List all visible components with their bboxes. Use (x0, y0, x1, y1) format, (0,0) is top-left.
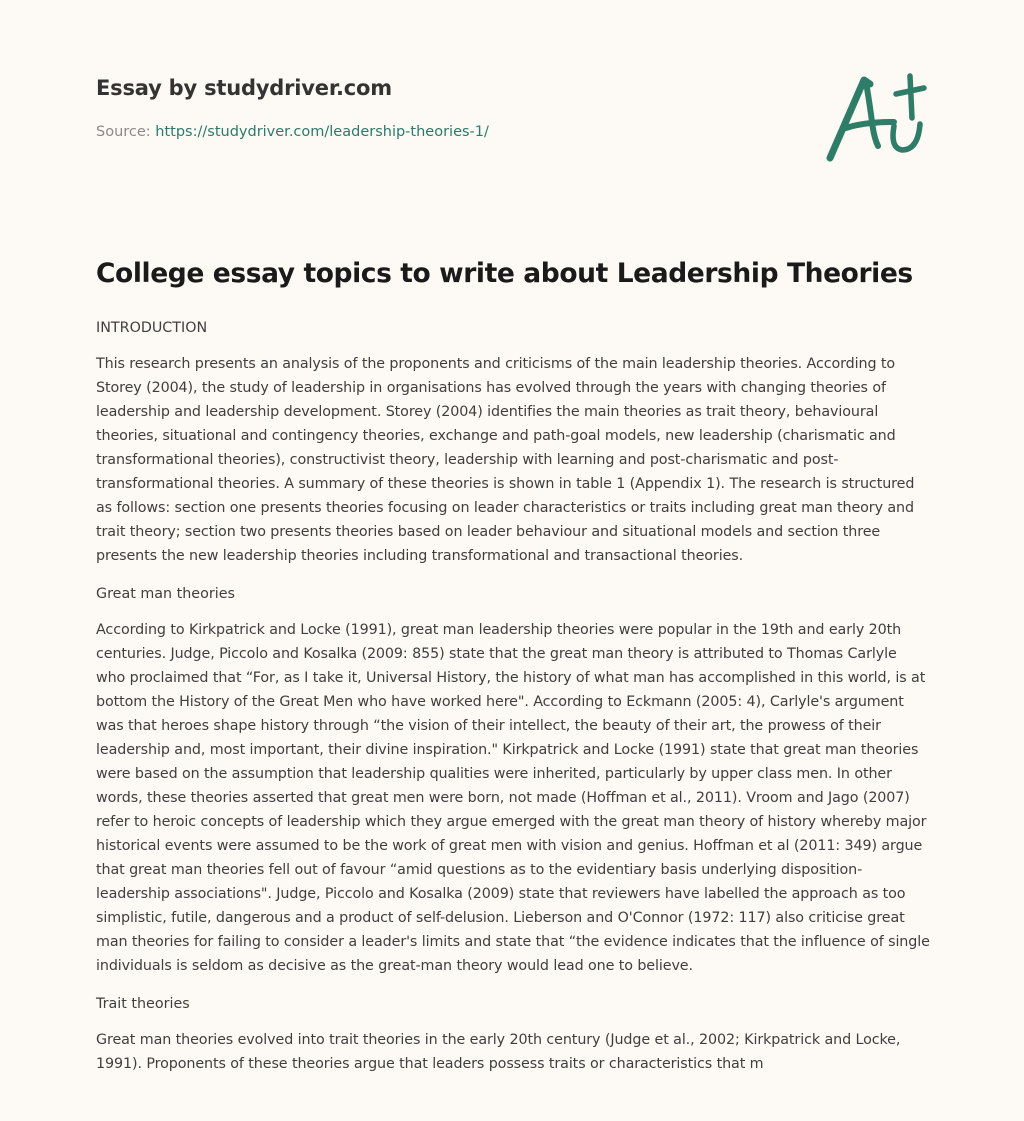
article-title: College essay topics to write about Leadership Theories (96, 258, 913, 289)
section-heading: Great man theories (96, 586, 235, 602)
page-header (96, 0, 936, 200)
source-link[interactable]: https://studydriver.com/leadership-theories-1/ (155, 124, 489, 140)
section-great-man-theories (96, 584, 930, 978)
paragraph: According to Kirkpatrick and Locke (1991), great man leadership theories were popular in the 19th and early 20th centuries. Judge, Piccolo and Kosalka (2009: 855) state that the great man theory is attributed to Thomas Carlyle who proclaimed that “For, as I take it, Universal History, the history of what man has accomplished in this world, is at bottom the History of the Great Men who have worked here". According to Eckmann (2005: 4), Carlyle's argument was that heroes shape history through “the vision of their intellect, the beauty of their art, the prowess of their leadership and, most important, their divine inspiration." Kirkpatrick and Locke (1991) state that great man theories were based on the assumption that leadership qualities were inherited, particularly by upper class men. In other words, these theories asserted that great men were born, not made (Hoffman et al., 2011). Vroom and Jago (2007) refer to heroic concepts of leadership which they argue emerged with the great man theory of history whereby major historical events were assumed to be the work of great men with vision and genius. Hoffman et al (2011: 349) argue that great man theories fell out of favour “amid questions as to the evidentiary basis underlying disposition-leadership associations". Judge, Piccolo and Kosalka (2009) state that reviewers have labelled the approach as too simplistic, futile, dangerous and a product of self-delusion. Lieberson and O'Connor (1972: 117) also criticise great man theories for failing to consider a leader's limits and state that “the evidence indicates that the influence of single individuals is seldom as decisive as the great-man theory would lead one to believe. (96, 622, 930, 974)
source-label: Source: (96, 124, 156, 140)
essay-article (96, 254, 930, 1092)
paragraph: This research presents an analysis of the proponents and criticisms of the main leadership theories. According to Storey (2004), the study of leadership in organisations has evolved through the years with changing theories of leadership and leadership development. Storey (2004) identifies the main theories as trait theory, behavioural theories, situational and contingency theories, exchange and path-goal models, new leadership (charismatic and transformational theories), constructivist theory, leadership with learning and post-charismatic and post-transformational theories. A summary of these theories is shown in table 1 (Appendix 1). The research is structured as follows: section one presents theories focusing on leader characteristics or traits including great man theory and trait theory; section two presents theories based on leader behaviour and situational models and section three presents the new leadership theories including transformational and transactional theories. (96, 356, 915, 564)
source-line (96, 124, 489, 140)
section-heading: Trait theories (96, 996, 190, 1012)
section-heading: INTRODUCTION (96, 320, 208, 336)
section-trait-theories (96, 994, 930, 1076)
site-title: Essay by studydriver.com (96, 76, 392, 100)
section-introduction (96, 318, 930, 568)
paragraph: Great man theories evolved into trait theories in the early 20th century (Judge et al., 2002; Kirkpatrick and Locke, 1991). Proponents of these theories argue that leaders possess traits or characteristics that m (96, 1032, 901, 1072)
a-plus-grade-icon (824, 66, 928, 166)
